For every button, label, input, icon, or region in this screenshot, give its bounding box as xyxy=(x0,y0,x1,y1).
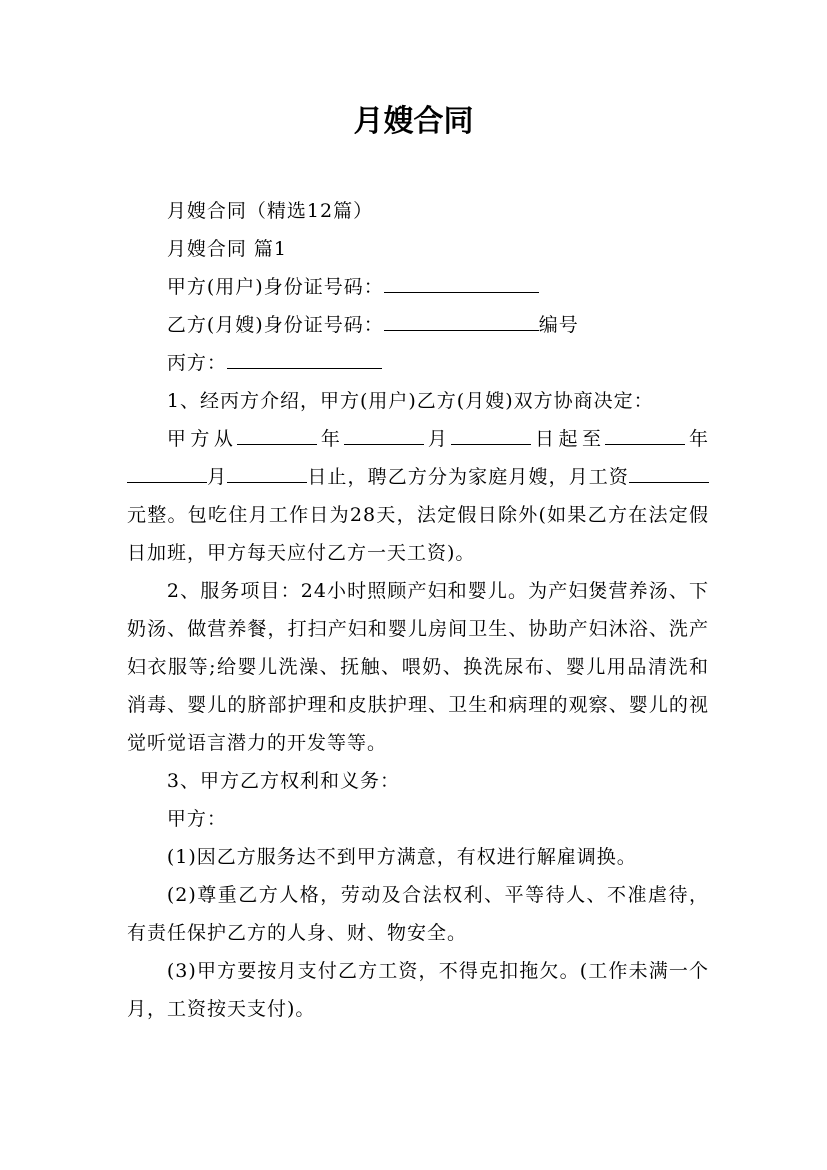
section-heading: 月嫂合同 篇1 xyxy=(166,238,288,260)
end-day-label: 日止，聘乙方分为家庭月嫂，月工资 xyxy=(307,466,629,488)
start-day-label: 日起至 xyxy=(531,428,606,450)
party-b-id-label: 乙方(月嫂)身份证号码： xyxy=(166,314,384,336)
clause-3: 3、甲方乙方权利和义务： xyxy=(166,770,400,792)
subtitle: 月嫂合同（精选12篇） xyxy=(166,200,374,222)
end-day-blank xyxy=(227,462,307,483)
party-b-id-line xyxy=(127,306,709,344)
party-a-id-blank xyxy=(384,272,539,293)
party-a-heading: 甲方： xyxy=(166,808,227,830)
document-body xyxy=(127,192,709,1028)
party-a-item-3: (3)甲方要按月支付乙方工资，不得克扣拖欠。(工作未满一个月，工资按天支付)。 xyxy=(127,960,709,1020)
party-a-item-2: (2)尊重乙方人格，劳动及合法权利、平等待人、不准虐待，有责任保护乙方的人身、财、物安全。 xyxy=(127,884,709,944)
clause-1-body xyxy=(127,420,709,572)
party-a-item-1: (1)因乙方服务达不到甲方满意，有权进行解雇调换。 xyxy=(166,846,637,868)
start-month-blank xyxy=(344,424,424,445)
end-month-blank xyxy=(127,462,207,483)
salary-blank xyxy=(629,462,709,483)
start-day-blank xyxy=(451,424,531,445)
start-month-label: 月 xyxy=(424,428,452,450)
clause-2: 2、服务项目：24小时照顾产妇和婴儿。为产妇煲营养汤、下奶汤、做营养餐，打扫产妇和婴儿房间卫生、协助产妇沐浴、洗产妇衣服等;给婴儿洗澡、抚触、喂奶、换洗尿布、婴儿用品清洗和消毒、婴儿的脐部护理和皮肤护理、卫生和病理的观察、婴儿的视觉听觉语言潜力的开发等等。 xyxy=(127,580,709,754)
party-b-id-blank xyxy=(384,310,539,331)
party-c-line xyxy=(127,344,709,382)
start-year-blank xyxy=(237,424,317,445)
clause-1-intro: 1、经丙方介绍，甲方(用户)乙方(月嫂)双方协商决定： xyxy=(166,390,654,412)
party-a-id-line xyxy=(127,268,709,306)
clause-1-salary: 元整。包吃住月工作日为28天，法定假日除外(如果乙方在法定假日加班，甲方每天应付乙方一天工资)。 xyxy=(127,504,709,564)
end-year-label: 年 xyxy=(685,428,709,450)
start-year-label: 年 xyxy=(317,428,345,450)
document-title: 月嫂合同 xyxy=(353,104,474,139)
party-b-id-suffix: 编号 xyxy=(538,314,579,336)
party-c-label: 丙方： xyxy=(166,352,227,374)
party-c-blank xyxy=(227,348,382,369)
end-year-blank xyxy=(605,424,685,445)
party-a-id-label: 甲方(用户)身份证号码： xyxy=(166,276,384,298)
end-month-label: 月 xyxy=(207,466,228,488)
clause-1-from: 甲方从 xyxy=(166,428,238,450)
